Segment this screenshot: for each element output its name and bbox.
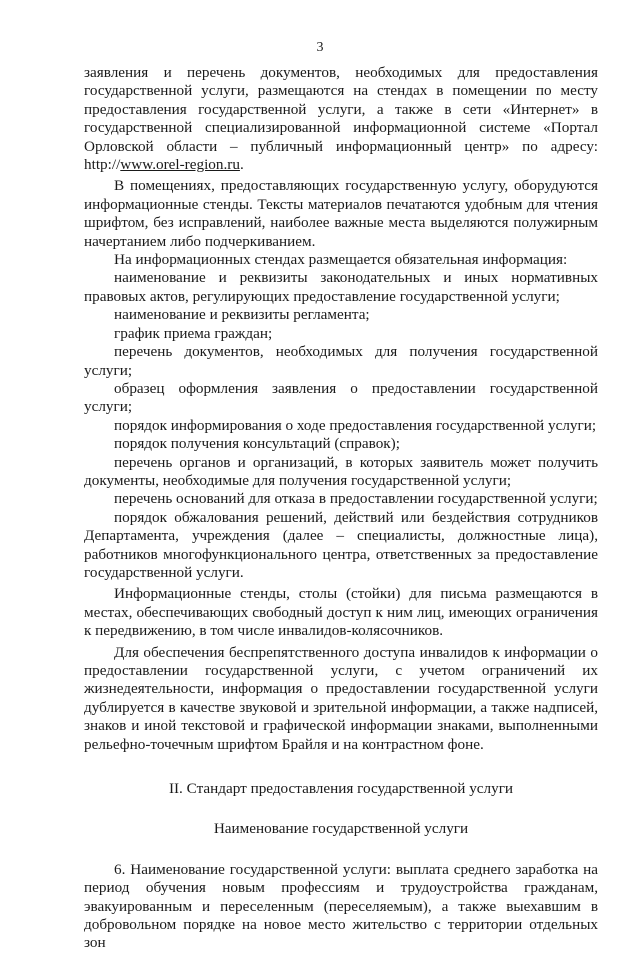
list-item: порядок получения консультаций (справок); (114, 435, 400, 453)
subsection-heading: Наименование государственной услуги (213, 820, 469, 838)
section-heading: II. Стандарт предоставления государственной услуги (168, 780, 514, 798)
paragraph-item-6: 6. Наименование государственной услуги: выплата среднего заработка на период обучения новым профессиям и трудоустройства гражданам, эвакуированным и переселенным (переселяемым), а также выехавшим в добровольном порядке на новое место жительство с территории отдельных зон (84, 860, 598, 952)
paragraph-accessibility: Информационные стенды, столы (стойки) для письма размещаются в местах, обеспечивающих свободный доступ к ним лиц, имеющих ограничения к передвижению, в том числе инвалидов-колясочников. (84, 585, 598, 640)
intro-paragraph (84, 64, 598, 174)
list-item: график приема граждан; (114, 324, 273, 342)
paragraph-mandatory-info: На информационных стендах размещается обязательная информация: (114, 251, 568, 269)
intro-text: заявления и перечень документов, необходимых для предоставления государственной услуги, размещаются на стендах в помещении по месту предоставления государственной услуги, а также в сети «Интернет» в государственной специализированной информационной системе «Портал Орловской области – публичный информационный центр» по адресу: http:// (84, 64, 598, 174)
paragraph-braille: Для обеспечения беспрепятственного доступа инвалидов к информации о предоставлении государственной услуги, с учетом ограничений их жизнедеятельности, информация о предоставлении государственной услуги дублируется в качестве звуковой и зрительной информации, а также надписей, знаков и иной текстовой и графической информации знаками, выполненными рельефно-точечным шрифтом Брайля и на контрастном фоне. (84, 643, 598, 753)
list-item: перечень органов и организаций, в которых заявитель может получить документы, необходимые для получения государственной услуги; (84, 453, 598, 489)
list-item: наименование и реквизиты законодательных и иных нормативных правовых актов, регулирующих предоставление государственной услуги; (84, 269, 598, 305)
page-number: 3 (316, 40, 324, 55)
website-link[interactable]: www.orel-region.ru (120, 156, 240, 174)
paragraph-stands: В помещениях, предоставляющих государственную услугу, оборудуются информационные стенды. Тексты материалов печатаются удобным для чтения шрифтом, без исправлений, наиболее важные места выделяются полужирным начертанием либо подчеркиванием. (84, 177, 598, 250)
list-item: порядок обжалования решений, действий или бездействия сотрудников Департамента, учреждения (далее – специалисты, должностные лица), работников многофункционального центра, ответственных за предоставление государственной услуги. (84, 508, 598, 581)
document-body (84, 64, 598, 953)
list-item: наименование и реквизиты регламента; (114, 306, 370, 324)
intro-end: . (239, 156, 244, 174)
list-item: перечень оснований для отказа в предоставлении государственной услуги; (114, 490, 598, 508)
list-item: порядок информирования о ходе предоставления государственной услуги; (114, 416, 597, 434)
list-item: образец оформления заявления о предоставлении государственной услуги; (84, 379, 598, 416)
list-item: перечень документов, необходимых для получения государственной услуги; (84, 343, 598, 379)
